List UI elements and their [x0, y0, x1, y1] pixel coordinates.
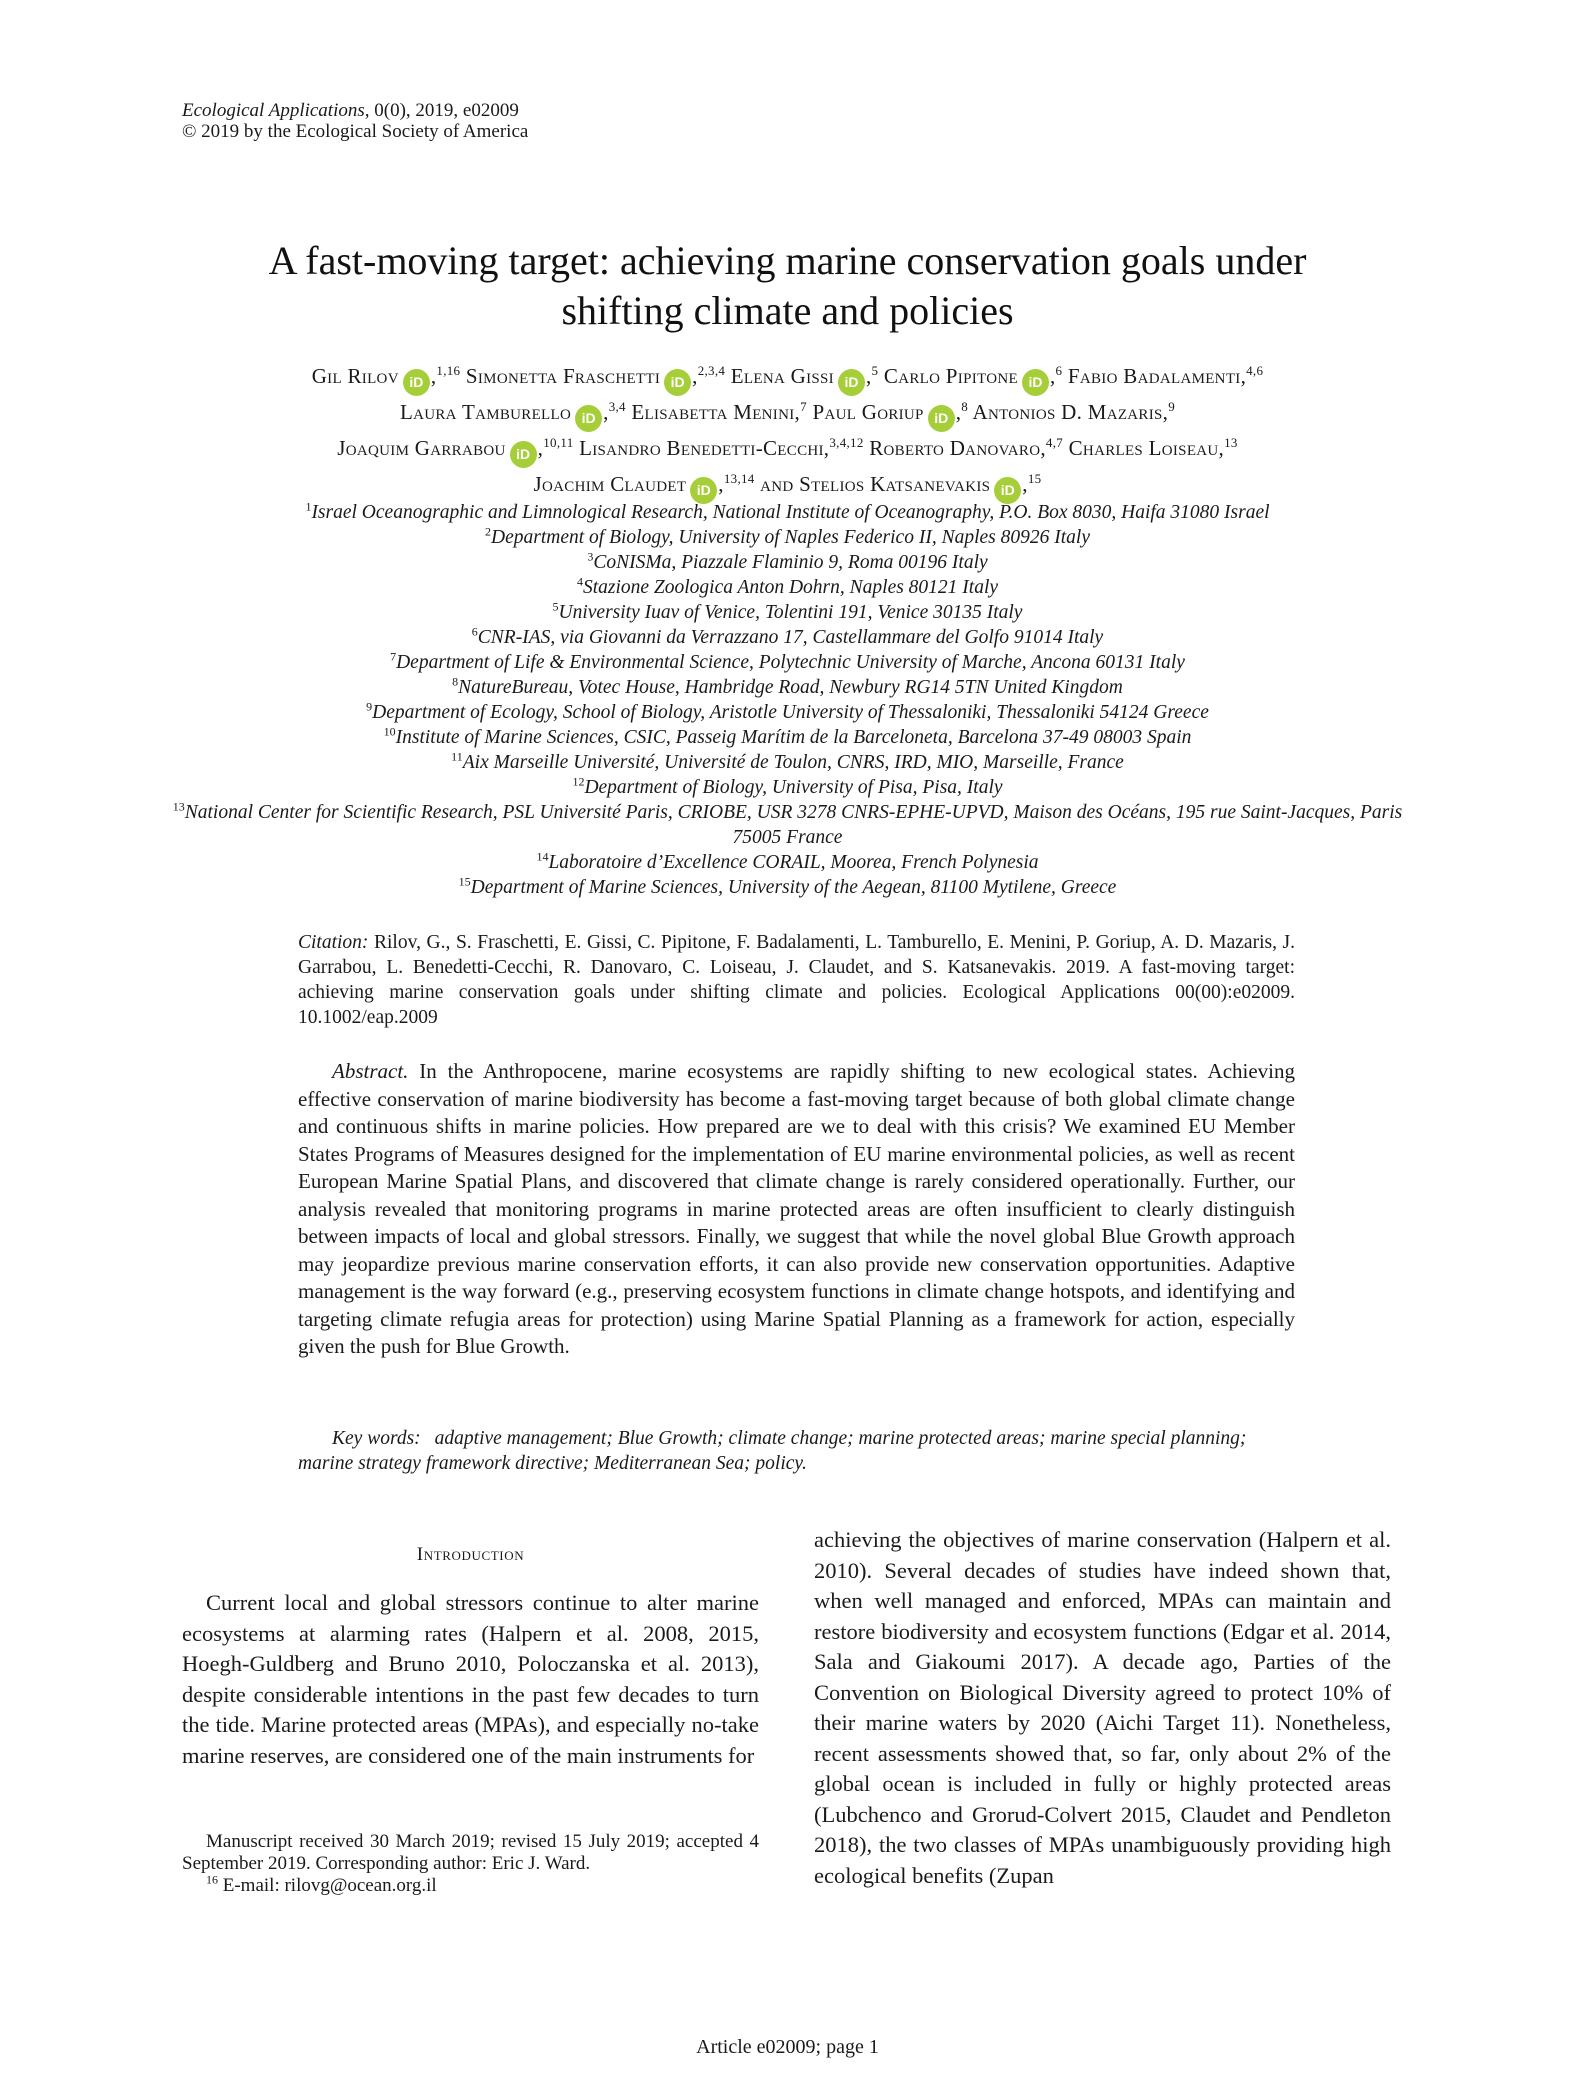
- affiliation-number: 10: [383, 724, 396, 739]
- title-line-2: shifting climate and policies: [561, 288, 1014, 333]
- author: Paul Goriup iD ,$^8$: [812, 400, 972, 424]
- author-name: Gil Rilov: [311, 364, 399, 388]
- orcid-icon[interactable]: iD: [994, 477, 1021, 504]
- email-footnote-marker: 16: [206, 1872, 218, 1887]
- author: Simonetta Fraschetti iD ,$^{2,3,4}$: [466, 364, 731, 388]
- affiliation-number: 5: [552, 599, 559, 614]
- affiliation-number: 7: [390, 649, 397, 664]
- affiliation-text: NatureBureau, Votec House, Hambridge Road, Newbury RG14 5TN United Kingdom: [458, 677, 1123, 698]
- affiliation-marker: 8: [961, 399, 969, 414]
- author: Gil Rilov iD ,$^{1,16}$: [312, 364, 466, 388]
- manuscript-received: Manuscript received 30 March 2019; revised 15 July 2019; accepted 4 September 2019. Corresponding author: Eric J. Ward.: [182, 1831, 759, 1874]
- affiliation-number: 2: [485, 524, 491, 539]
- citation: [298, 930, 1295, 1030]
- intro-paragraph-continued: achieving the objectives of marine conservation (Halpern et al. 2010). Several decades of studies have indeed shown that, when well managed and enforced, MPAs can maintain and restore biodiversity and ecosystem functions (Edgar et al. 2014, Sala and Giakoumi 2017). A decade ago, Parties of the Convention on Biological Diversity agreed to protect 10% of their marine waters by 2020 (Aichi Target 11). Nonetheless, recent assessments showed that, so far, only about 2% of the global ocean is included in fully or highly protected areas (Lubchenco and Grorud-Colvert 2015, Claudet and Pendleton 2018), the two classes of MPAs unambiguously providing high ecological benefits (Zupan: [814, 1527, 1391, 1888]
- affiliation-text: Aix Marseille Université, Université de Toulon, CNRS, IRD, MIO, Marseille, France: [462, 752, 1124, 773]
- affiliation-text: Department of Biology, University of Pisa, Pisa, Italy: [584, 777, 1003, 798]
- affiliation-marker: 1,16: [436, 363, 461, 378]
- affiliation-text: Department of Life & Environmental Science, Polytechnic University of Marche, Ancona 60131 Italy: [396, 652, 1185, 673]
- affiliation: [160, 800, 1415, 850]
- affiliation-number: 15: [458, 874, 471, 889]
- affiliation-marker: 2,3,4: [697, 363, 726, 378]
- affiliation-text: Department of Biology, University of Naples Federico II, Naples 80926 Italy: [491, 527, 1090, 548]
- affiliation-number: 1: [305, 499, 312, 514]
- affiliation: [160, 675, 1415, 700]
- affiliation-marker: 6: [1055, 363, 1063, 378]
- affiliation-number: 4: [576, 574, 583, 589]
- author-name: Laura Tamburello: [399, 400, 572, 424]
- affiliation-number: 14: [536, 849, 549, 864]
- column-right: [814, 1525, 1391, 1891]
- author-name: Roberto Danovaro,: [869, 436, 1046, 460]
- affiliation-text: Institute of Marine Sciences, CSIC, Passeig Marítim de la Barceloneta, Barcelona 37-49 08003 Spain: [395, 727, 1192, 748]
- affiliation-number: 11: [451, 749, 463, 764]
- author-name: Lisandro Benedetti-Cecchi,: [579, 436, 830, 460]
- footnote: [182, 1831, 759, 1897]
- affiliation-text: Department of Ecology, School of Biology, Aristotle University of Thessaloniki, Thessaloniki 54124 Greece: [372, 702, 1209, 723]
- keywords-text: adaptive management; Blue Growth; climate change; marine protected areas; marine special planning; marine strategy framework directive; Mediterranean Sea; policy.: [298, 1428, 1247, 1474]
- affiliation: [160, 575, 1415, 600]
- author-name: Elena Gissi: [730, 364, 834, 388]
- orcid-icon[interactable]: iD: [403, 369, 430, 396]
- orcid-icon[interactable]: iD: [575, 405, 602, 432]
- affiliation: [160, 600, 1415, 625]
- affiliation-marker: 4,6: [1246, 363, 1264, 378]
- affiliation: [160, 500, 1415, 525]
- author-name: Simonetta Fraschetti: [465, 364, 661, 388]
- affiliation-number: 3: [587, 549, 594, 564]
- orcid-icon[interactable]: iD: [664, 369, 691, 396]
- affiliation-marker: 5: [871, 363, 879, 378]
- orcid-icon[interactable]: iD: [690, 477, 717, 504]
- affiliation: [160, 850, 1415, 875]
- affiliation: [160, 775, 1415, 800]
- affiliation-text: CoNISMa, Piazzale Flaminio 9, Roma 00196 Italy: [593, 552, 988, 573]
- author: [631, 400, 812, 424]
- journal-issue: , 0(0), 2019, e02009: [364, 100, 519, 121]
- affiliation-marker: 9: [1168, 399, 1176, 414]
- corresponding-email[interactable]: E-mail: rilovg@ocean.org.il: [218, 1875, 437, 1896]
- affiliation-marker: 3,4: [608, 399, 626, 414]
- author-separator: and: [754, 472, 800, 496]
- affiliation-marker: 13,14: [723, 471, 755, 486]
- author: [579, 436, 869, 460]
- affiliation-text: Department of Marine Sciences, University of the Aegean, 81100 Mytilene, Greece: [470, 877, 1117, 898]
- author: [1068, 364, 1263, 388]
- affiliation-text: CNR-IAS, via Giovanni da Verrazzano 17, Castellammare del Golfo 91014 Italy: [477, 627, 1104, 648]
- affiliation: [160, 550, 1415, 575]
- affiliation-marker: 10,11: [543, 435, 574, 450]
- author-name: Paul Goriup: [812, 400, 924, 424]
- orcid-icon[interactable]: iD: [928, 405, 955, 432]
- author: [972, 400, 1175, 424]
- orcid-icon[interactable]: iD: [838, 369, 865, 396]
- orcid-icon[interactable]: iD: [510, 441, 537, 468]
- affiliation-number: 13: [172, 799, 185, 814]
- citation-label: Citation:: [298, 932, 369, 953]
- author-name: Antonios D. Mazaris,: [972, 400, 1169, 424]
- affiliation-marker: 7: [800, 399, 807, 414]
- affiliation: [160, 725, 1415, 750]
- affiliation: [160, 650, 1415, 675]
- affiliation-text: University Iuav of Venice, Tolentini 191, Venice 30135 Italy: [558, 602, 1023, 623]
- affiliation-list: [160, 500, 1415, 900]
- affiliation: [160, 625, 1415, 650]
- author-name: Joaquim Garrabou: [337, 436, 506, 460]
- affiliation-text: Stazione Zoologica Anton Dohrn, Naples 80121 Italy: [582, 577, 999, 598]
- keywords: [298, 1426, 1295, 1476]
- journal-header: [182, 100, 528, 142]
- affiliation-number: 8: [452, 674, 459, 689]
- affiliation-text: National Center for Scientific Research, PSL Université Paris, CRIOBE, USR 3278 CNRS-EPHE-UPVD, Maison des Océans, 195 rue Saint-Jacques, Paris 75005 France: [184, 802, 1403, 848]
- affiliation: [160, 700, 1415, 725]
- paper-title: [160, 236, 1415, 336]
- page-footer: Article e02009; page 1: [696, 2036, 879, 2058]
- section-heading-introduction: Introduction: [416, 1544, 525, 1565]
- affiliation-marker: 3,4,12: [829, 435, 864, 450]
- journal-name: Ecological Applications: [182, 100, 365, 121]
- abstract: [298, 1058, 1295, 1361]
- title-line-1: A fast-moving target: achieving marine conservation goals under: [268, 238, 1307, 283]
- affiliation-text: Laboratoire d’Excellence CORAIL, Moorea, French Polynesia: [548, 852, 1039, 873]
- affiliation-marker: 13: [1224, 435, 1238, 450]
- affiliation-number: 12: [572, 774, 585, 789]
- affiliation: [160, 875, 1415, 900]
- abstract-text: In the Anthropocene, marine ecosystems are rapidly shifting to new ecological states. Achieving effective conservation of marine biodiversity has become a fast-moving target because of both global climate change and continuous shifts in marine policies. How prepared are we to deal with this crisis? We examined EU Member States Programs of Measures designed for the implementation of EU marine environmental policies, as well as recent European Marine Spatial Plans, and discovered that climate change is rarely considered operationally. Further, our analysis revealed that monitoring programs in marine protected areas are often insufficient to clearly distinguish between impacts of local and global stressors. Finally, we suggest that while the novel global Blue Growth approach may jeopardize previous marine conservation efforts, it can also provide new conservation opportunities. Adaptive management is the way forward (e.g., preserving ecosystem functions in climate change hotspots, and identifying and targeting climate refugia areas for protection) using Marine Spatial Planning as a framework for action, especially given the push for Blue Growth.: [298, 1059, 1295, 1358]
- affiliation: [160, 750, 1415, 775]
- copyright: © 2019 by the Ecological Society of America: [182, 121, 529, 142]
- intro-paragraph-1: Current local and global stressors continue to alter marine ecosystems at alarming rates (Halpern et al. 2008, 2015, Hoegh-Guldberg and Bruno 2010, Poloczanska et al. 2013), despite considerable intentions in the past few decades to turn the tide. Marine protected areas (MPAs), and especially no-take marine reserves, are considered one of the main instruments for: [182, 1590, 759, 1768]
- column-left: [182, 1540, 759, 1771]
- author-name: Carlo Pipitone: [883, 364, 1018, 388]
- author-name: Elisabetta Menini,: [631, 400, 801, 424]
- affiliation-text: Israel Oceanographic and Limnological Research, National Institute of Oceanography, P.O. Box 8030, Haifa 31080 Israel: [311, 502, 1270, 523]
- citation-text: Rilov, G., S. Fraschetti, E. Gissi, C. Pipitone, F. Badalamenti, L. Tamburello, E. Menini, P. Goriup, A. D. Mazaris, J. Garrabou, L. Benedetti-Cecchi, R. Danovaro, C. Loiseau, J. Claudet, and S. Katsanevakis. 2019. A fast-moving target: achieving marine conservation goals under shifting climate and policies. Ecological Applications 00(00):e02009. 10.1002/eap.2009: [298, 932, 1295, 1028]
- affiliation-number: 9: [366, 699, 373, 714]
- author: [1069, 436, 1238, 460]
- author-name: Stelios Katsanevakis: [799, 472, 991, 496]
- author: Joachim Claudet iD ,$^{13,14}$ and: [534, 472, 800, 496]
- author-name: Joachim Claudet: [533, 472, 687, 496]
- orcid-icon[interactable]: iD: [1022, 369, 1049, 396]
- keywords-label: Key words:: [332, 1428, 421, 1449]
- author: Laura Tamburello iD ,$^{3,4}$: [400, 400, 631, 424]
- abstract-label: Abstract.: [332, 1059, 409, 1083]
- author: Stelios Katsanevakis iD ,$^{15}$: [799, 472, 1041, 496]
- author-list: [160, 360, 1415, 504]
- affiliation: [160, 525, 1415, 550]
- author-name: Fabio Badalamenti,: [1067, 364, 1247, 388]
- author: Elena Gissi iD ,$^5$: [731, 364, 884, 388]
- author: Joaquim Garrabou iD ,$^{10,11}$: [337, 436, 579, 460]
- author: Carlo Pipitone iD ,$^6$: [884, 364, 1068, 388]
- affiliation-marker: 15: [1027, 471, 1042, 486]
- author-name: Charles Loiseau,: [1068, 436, 1225, 460]
- author: [869, 436, 1068, 460]
- affiliation-marker: 4,7: [1045, 435, 1064, 450]
- affiliation-number: 6: [471, 624, 478, 639]
